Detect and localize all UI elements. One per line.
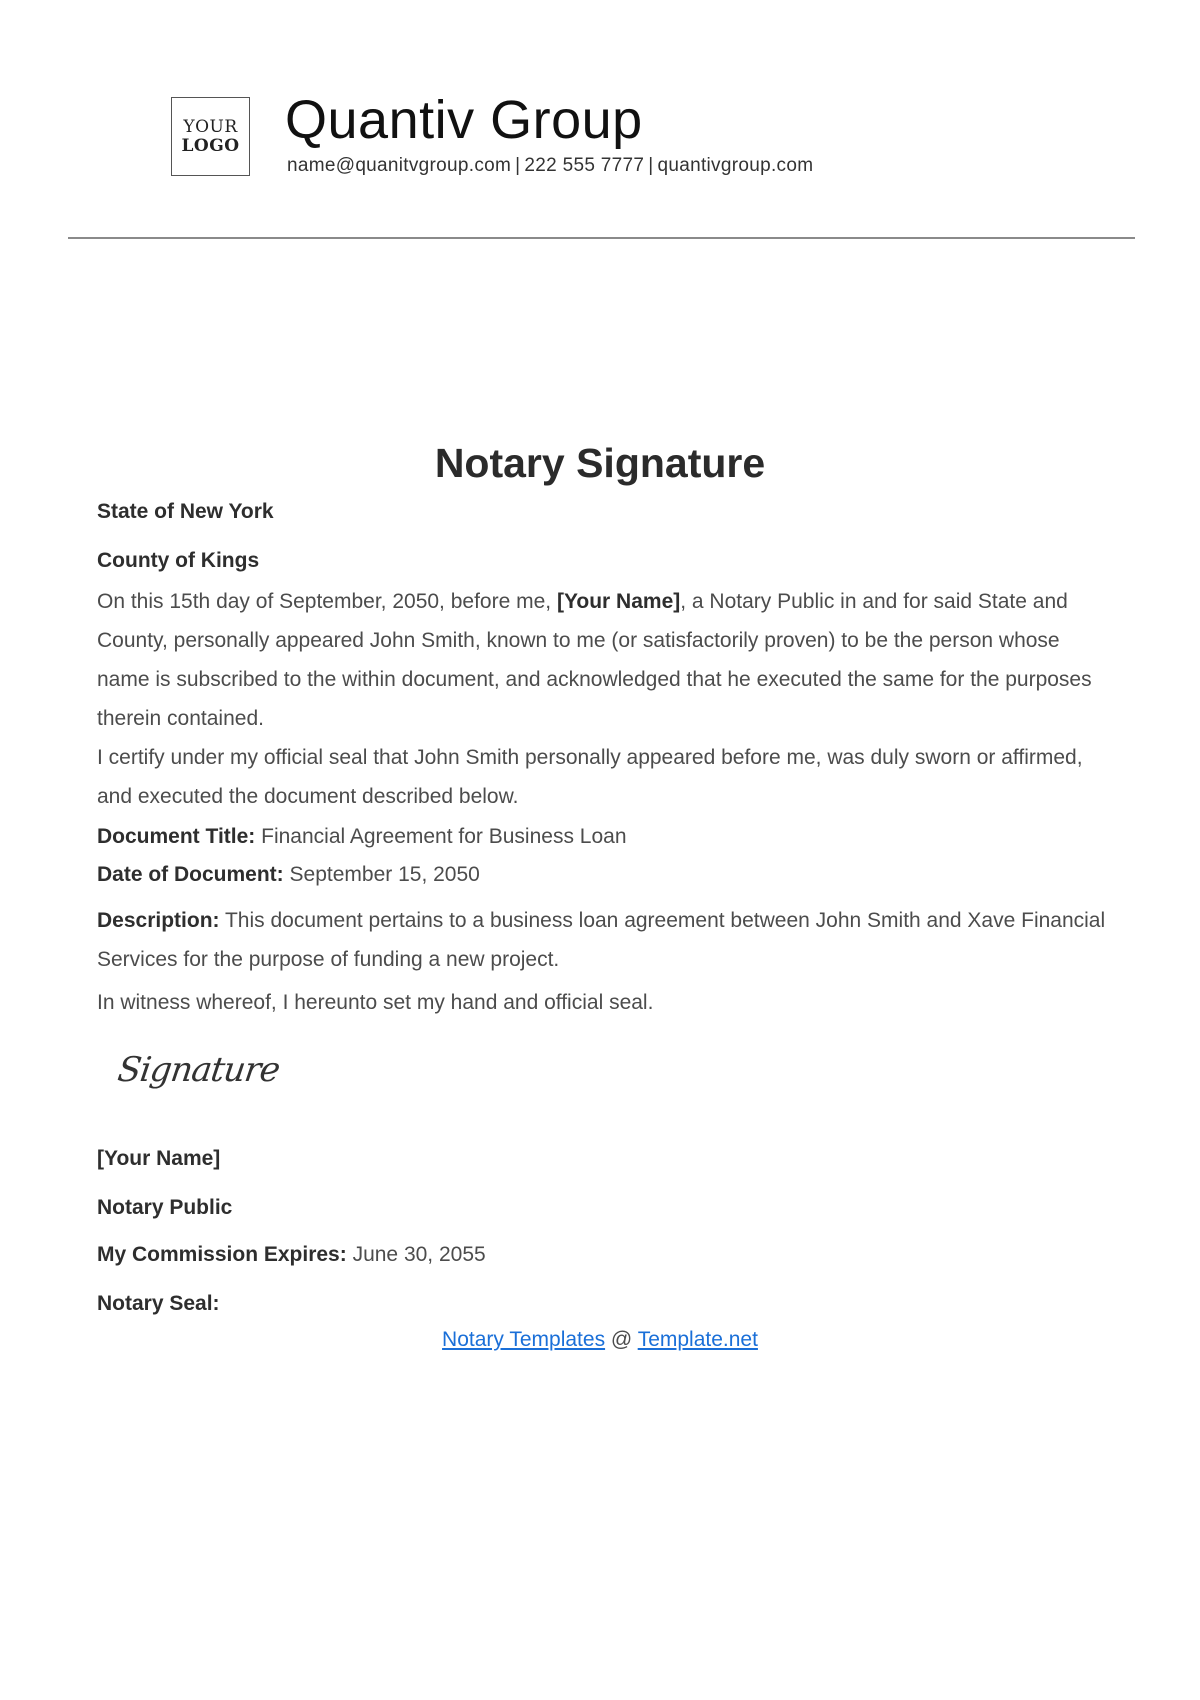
notary-seal-line bbox=[97, 1290, 220, 1318]
logo-text-top: YOUR bbox=[183, 116, 238, 137]
footer-links bbox=[0, 1328, 1200, 1352]
signature-image: Signature bbox=[115, 1050, 282, 1090]
intro-paragraph bbox=[97, 582, 1107, 738]
logo-text-bottom: LOGO bbox=[181, 135, 240, 156]
contact-separator: | bbox=[648, 155, 654, 176]
description-value: This document pertains to a business loan agreement between John Smith and Xave Financial Services for the purpose of funding a new project. bbox=[97, 909, 1106, 971]
company-logo bbox=[171, 97, 250, 176]
signer-role: Notary Public bbox=[97, 1196, 233, 1219]
footer-at-separator: @ bbox=[605, 1328, 638, 1351]
state-line bbox=[97, 498, 274, 526]
document-date-value: September 15, 2050 bbox=[283, 863, 480, 886]
company-email: name@quanitvgroup.com bbox=[287, 155, 512, 176]
company-website: quantivgroup.com bbox=[657, 155, 814, 176]
template-net-link[interactable]: Template.net bbox=[637, 1328, 758, 1351]
notary-templates-link[interactable]: Notary Templates bbox=[442, 1328, 606, 1351]
document-date-label: Date of Document: bbox=[97, 863, 284, 886]
header-divider bbox=[68, 237, 1135, 239]
description-paragraph bbox=[97, 901, 1107, 979]
commission-value: June 30, 2055 bbox=[346, 1243, 486, 1266]
intro-text-start: On this 15th day of September, 2050, before me, bbox=[97, 590, 557, 613]
state-label: State of New York bbox=[97, 500, 274, 523]
document-title-value: Financial Agreement for Business Loan bbox=[255, 825, 627, 848]
document-title-line bbox=[97, 823, 627, 851]
signer-role-line bbox=[97, 1194, 232, 1222]
intro-notary-name: [Your Name] bbox=[556, 590, 681, 613]
contact-separator: | bbox=[515, 155, 521, 176]
intro-text-end: , a Notary Public in and for said State and County, personally appeared John Smith, known to me (or satisfactorily proven) to be the person whose name is subscribed to the within document, and acknowledged that he executed the same for the purposes therein contained. bbox=[97, 590, 1092, 730]
certify-paragraph: I certify under my official seal that John Smith personally appeared before me, was duly sworn or affirmed, and executed the document described below. bbox=[97, 746, 1083, 808]
signer-name: [Your Name] bbox=[97, 1147, 221, 1170]
commission-line bbox=[97, 1241, 486, 1269]
document-title-label: Document Title: bbox=[97, 825, 256, 848]
witness-line: In witness whereof, I hereunto set my hand and official seal. bbox=[97, 991, 654, 1014]
county-line bbox=[97, 547, 259, 575]
company-phone: 222 555 7777 bbox=[524, 155, 645, 176]
notary-seal-label: Notary Seal: bbox=[97, 1292, 220, 1315]
document-date-line bbox=[97, 861, 480, 889]
signer-name-line bbox=[97, 1145, 220, 1173]
company-contact-line bbox=[287, 155, 813, 177]
page-title: Notary Signature bbox=[434, 440, 766, 486]
county-label: County of Kings bbox=[97, 549, 260, 572]
commission-label: My Commission Expires: bbox=[97, 1243, 347, 1266]
company-name: Quantiv Group bbox=[285, 90, 643, 150]
description-label: Description: bbox=[97, 909, 220, 932]
